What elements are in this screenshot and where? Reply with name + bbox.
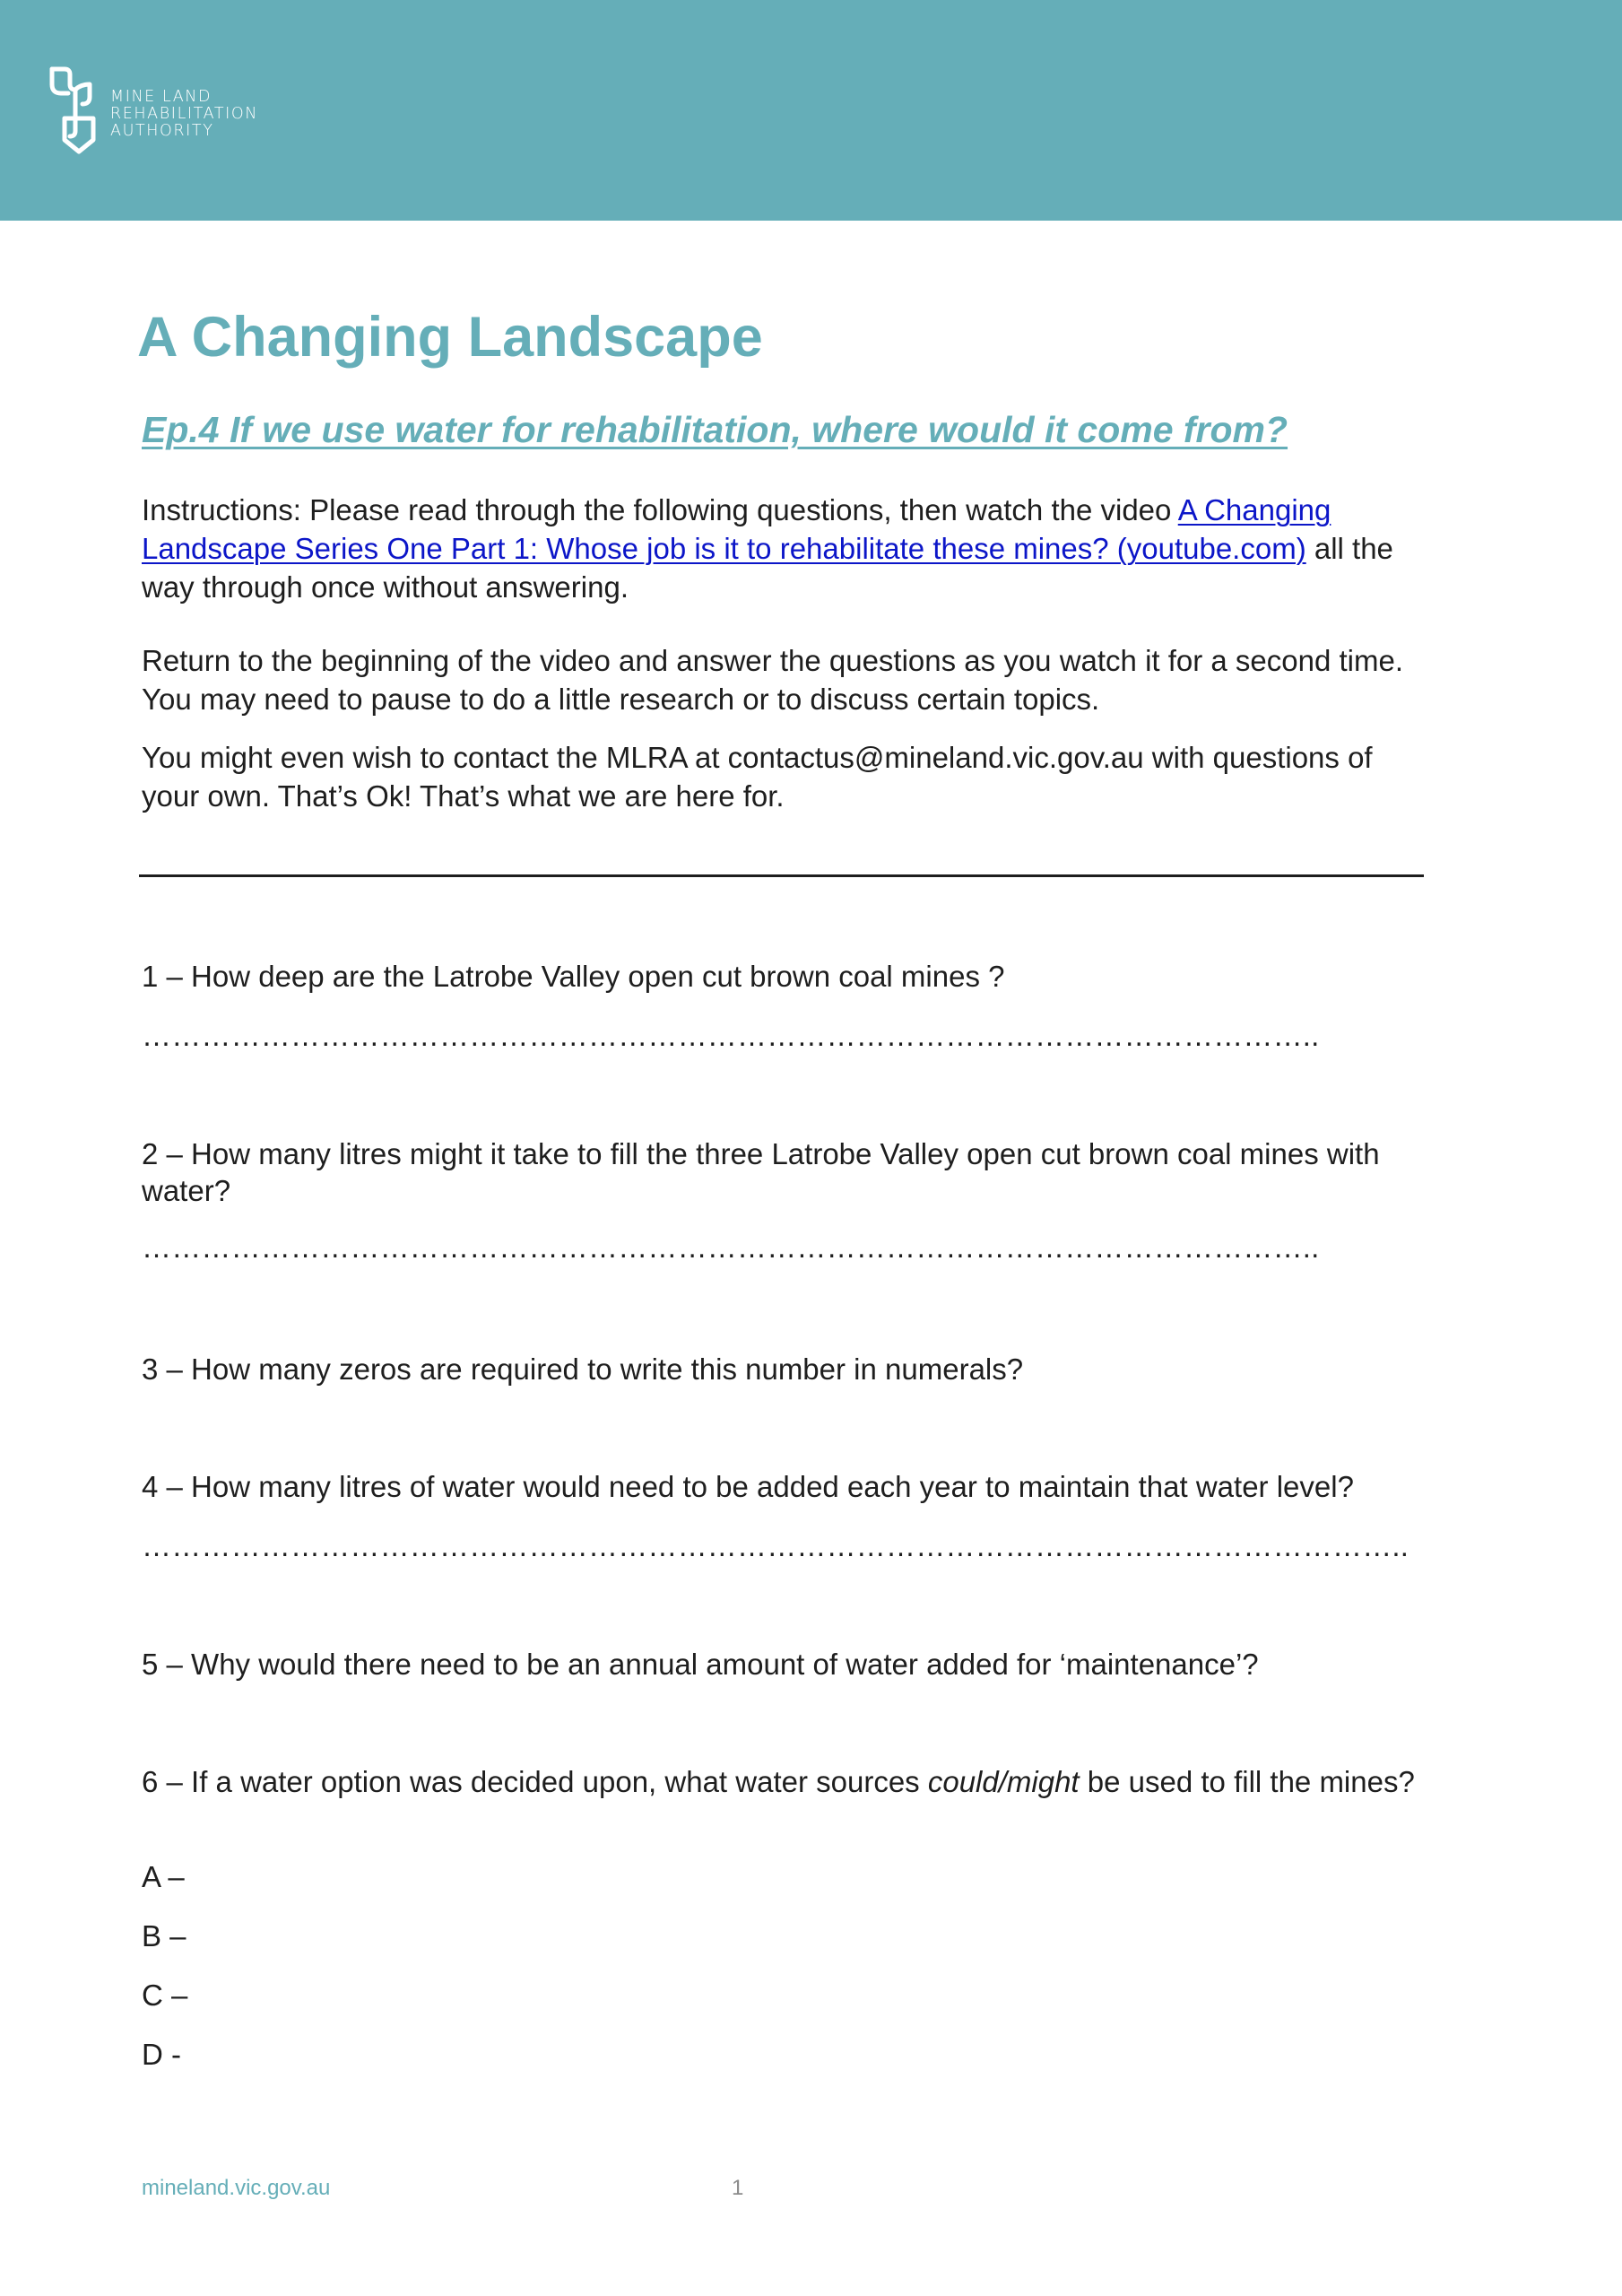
logo-line: MINE LAND: [110, 88, 213, 106]
instructions-text-end: all the way through once without answering.: [142, 532, 1393, 604]
option-a: A –: [142, 1860, 185, 1893]
header-band: [0, 0, 1622, 221]
section-divider: [139, 874, 1424, 877]
page-title: A Changing Landscape: [137, 306, 763, 369]
video-link[interactable]: A Changing Landscape Series One Part 1: Whose job is it to rehabilitate these mines? (youtube.com): [142, 493, 1331, 565]
instructions-paragraph: [142, 491, 1433, 606]
question-4: 4 – How many litres of water would need to be added each year to maintain that water level?: [142, 1470, 1354, 1503]
page-number: 1: [732, 2176, 744, 2200]
question-5: 5 – Why would there need to be an annual amount of water added for ‘maintenance’?: [142, 1648, 1259, 1681]
instructions-text: Instructions: Please read through the following questions, then watch the video: [142, 493, 1178, 526]
question-6-italic: could/might: [927, 1765, 1080, 1798]
footer-website[interactable]: mineland.vic.gov.au: [142, 2176, 331, 2200]
logo-line: AUTHORITY: [110, 122, 214, 140]
logo-line: REHABILITATION: [110, 105, 258, 123]
episode-subtitle: Ep.4 If we use water for rehabilitation, where would it come from?: [142, 409, 1288, 450]
answer-line-1[interactable]: ………………………………………………………………………………………………………..: [142, 1019, 1320, 1052]
option-b: B –: [142, 1919, 186, 1952]
contact-paragraph: You might even wish to contact the MLRA at contactus@mineland.vic.gov.au with questions of your own. That’s Ok! That’s what we are here for.: [142, 741, 1373, 813]
option-d: D -: [142, 2038, 181, 2071]
second-viewing-paragraph: Return to the beginning of the video and answer the questions as you watch it for a second time. You may need to pause to do a little research or to discuss certain topics.: [142, 644, 1404, 716]
mlra-logo-icon: [48, 66, 99, 154]
option-c: C –: [142, 1979, 188, 2012]
answer-line-2[interactable]: ………………………………………………………………………………………………………..: [142, 1231, 1320, 1264]
answer-line-4[interactable]: ………………………………………………………………………………………………………………..: [142, 1529, 1409, 1562]
question-6-text-end: be used to fill the mines?: [1079, 1765, 1415, 1798]
question-3: 3 – How many zeros are required to write this number in numerals?: [142, 1352, 1024, 1386]
question-6: [142, 1763, 1433, 1800]
question-2: 2 – How many litres might it take to fill the three Latrobe Valley open cut brown coal mines with water?: [142, 1137, 1380, 1207]
logo-wordmark: [110, 89, 258, 140]
question-6-text: 6 – If a water option was decided upon, what water sources: [142, 1765, 928, 1798]
question-1: 1 – How deep are the Latrobe Valley open cut brown coal mines ?: [142, 960, 1005, 993]
